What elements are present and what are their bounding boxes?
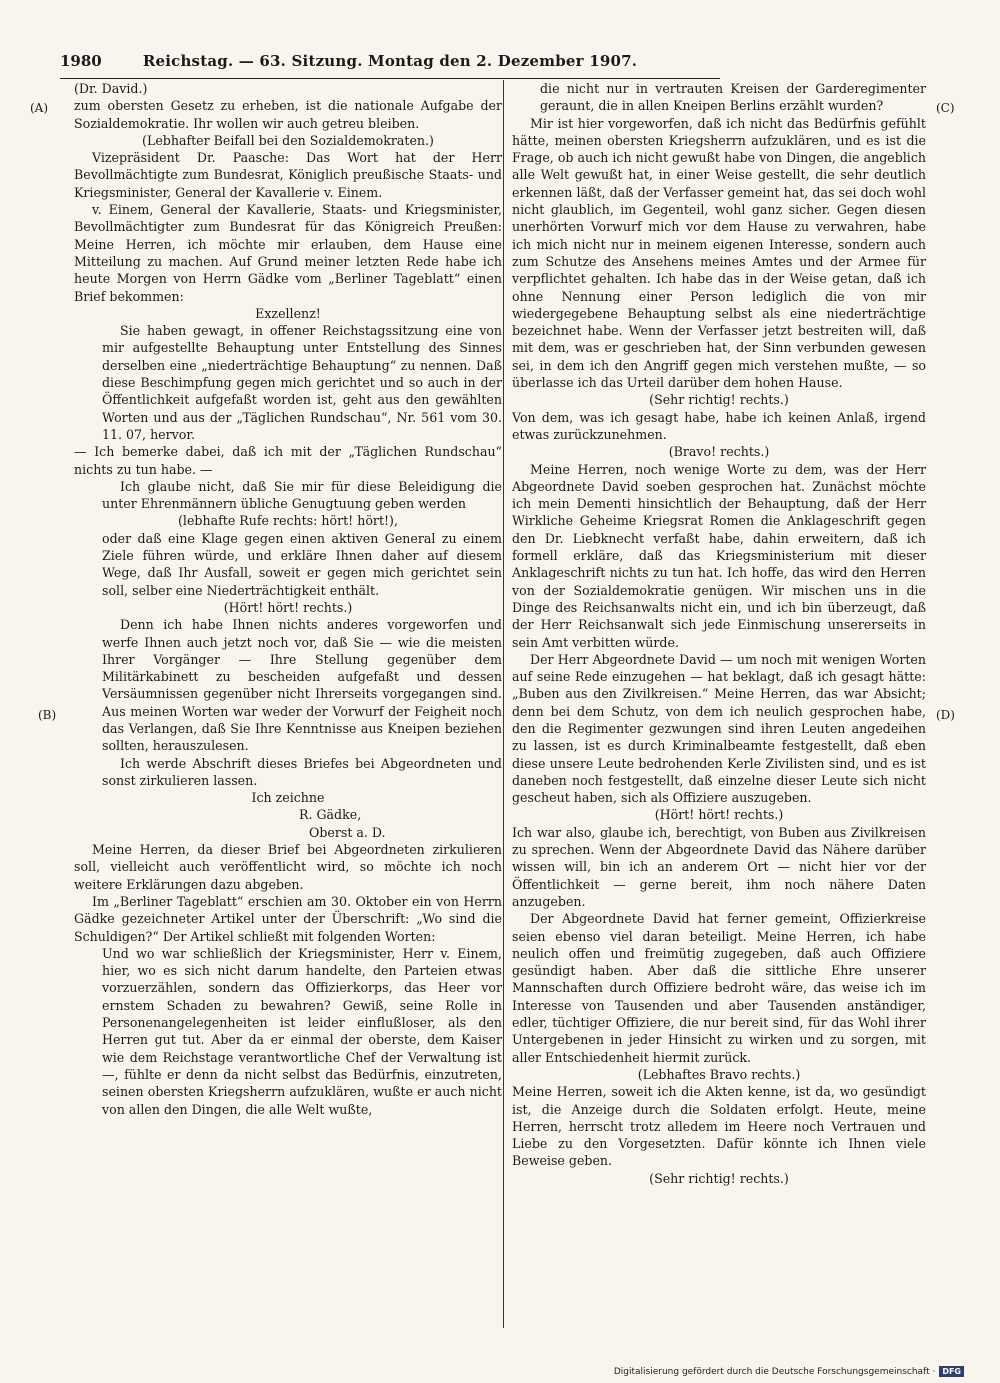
letter-paragraph: Ich werde Abschrift dieses Briefes bei Abgeordneten und sonst zirkulieren lassen. bbox=[102, 755, 502, 788]
letter-paragraph: oder daß eine Klage gegen einen aktiven General zu einem Ziele führen würde, und erkläre Ihnen daher auf diesem Wege, daß Ihr Ausfall, soweit er gegen mich gerichtet sein soll, selber eine Niederträchtigkeit enthält. bbox=[102, 530, 502, 598]
article-quote: Und wo war schließlich der Kriegsminister, Herr v. Einem, hier, wo es sich nicht darum handelte, den Parteien etwas vorzuerzählen, sondern das Offizierkorps, das Heer vor ernstem Schaden zu bewahren? Gewiß, seine Rolle in Personenangelegenheiten ist leider einflußloser, als den Herren gut tut. Aber da er einmal der oberste, dem Kaiser wie dem Reichstage verantwortliche Chef der Verwaltung ist —, fühlte er denn da nicht selbst das Bedürfnis, einzutreten, seinen obersten Kriegsherrn aufzuklären, wußte er auch nicht von allen den Dingen, die alle Welt wußte, bbox=[102, 945, 502, 1117]
letter-signature: R. Gädke, bbox=[299, 807, 362, 823]
right-column bbox=[512, 80, 926, 1187]
interjection: (lebhafte Rufe rechts: hört! hört!), bbox=[178, 513, 398, 529]
paragraph: Vizepräsident Dr. Paasche: Das Wort hat der Herr Bevollmächtigte zum Bundesrat, Königlich preußische Staats- und Kriegsminister, General der Kavallerie v. Einem. bbox=[74, 150, 502, 200]
letter-paragraph: Sie haben gewagt, in offener Reichstagssitzung eine von mir aufgestellte Behauptung unter Entstellung des Sinnes derselben eine „niederträchtige Behauptung“ zu nennen. Daß diese Beschimpfung gegen mich gerichtet und so auch in der Öffentlichkeit aufgefaßt worden ist, geht aus den gewählten Worten und aus der „Täglichen Rundschau“, Nr. 561 vom 30. 11. 07, hervor. bbox=[102, 323, 502, 442]
paragraph: Meine Herren, noch wenige Worte zu dem, was der Herr Abgeordnete David soeben gesprochen hat. Zunächst möchte ich mein Dementi hinsichtlich der Behauptung, daß der Herr Wirkliche Geheime Kriegsrat Romen die Anklageschrift gegen den Dr. Liebknecht verfaßt habe, dahin erweitern, daß ich formell erkläre, daß das Kriegsministerium mit dieser Anklageschrift nichts zu tun hat. Ich hoffe, das wird den Herren von der Sozialdemokratie genügen. Wir mischen uns in die Dinge des Reichsanwalts nicht ein, und ich bin überzeugt, daß der Herr Reichsanwalt sich jede Einmischung unsererseits in sein Amt verbitten würde. bbox=[512, 461, 926, 650]
article-quote: die nicht nur in vertrauten Kreisen der Garderegimenter geraunt, die in allen Kneipen Berlins erzählt wurden? bbox=[540, 81, 926, 114]
letter-paragraph: Denn ich habe Ihnen nichts anderes vorgeworfen und werfe Ihnen auch jetzt noch vor, daß Sie — wie die meisten Ihrer Vorgänger — Ihre Stellung gegenüber dem Militärkabinett zu bescheiden aufgefaßt und dessen Versäumnissen gegenüber nicht Ihrerseits vorgegangen sind. Aus meinen Worten war weder der Vorwurf der Feigheit noch das Verlangen, daß Sie Ihre Kenntnisse aus Kneipen beziehen sollten, herauszulesen. bbox=[102, 617, 502, 754]
letter-signature-title: Oberst a. D. bbox=[309, 824, 386, 840]
dfg-logo-icon: DFG bbox=[939, 1366, 964, 1377]
paragraph: Mir ist hier vorgeworfen, daß ich nicht das Bedürfnis gefühlt hätte, meinen obersten Kriegsherrn aufzuklären, und es ist die Frage, ob auch ich nicht gewußt habe von Dingen, die angeblich alle Welt gewußt hat, in einer Weise gestellt, die sehr deutlich erkennen läßt, daß der Verfasser gemeint hat, das sei doch wohl nicht glaublich, im Gegenteil, wohl ganz sicher. Gegen diesen unerhörten Vorwurf mich vor dem Hause zu verwahren, habe ich mich nicht nur in meinem eigenen Interesse, sondern auch zum Schutze des Ansehens meines Amtes und der Armee für verpflichtet gehalten. Ich habe das in der Weise getan, daß ich ohne Nennung einer Person lediglich die von mir wiedergegebene Behauptung selbst als eine niederträchtige bezeichnet habe. Wenn der Verfasser jetzt bestreiten will, daß mit dem, was er geschrieben hat, der Sinn verbunden gewesen sei, in dem ich den Angriff gegen mich verstehen mußte, — so überlasse ich das Urteil darüber dem hohen Hause. bbox=[512, 115, 926, 391]
letter-closing: Ich zeichne bbox=[251, 790, 325, 806]
column-divider bbox=[503, 80, 504, 1328]
speaker-continuation: (Dr. David.) bbox=[74, 81, 148, 96]
interjection: (Sehr richtig! rechts.) bbox=[649, 1170, 789, 1186]
letter-salutation: Exzellenz! bbox=[255, 305, 321, 321]
margin-marker-c: (C) bbox=[936, 101, 955, 115]
paragraph: — Ich bemerke dabei, daß ich mit der „Täglichen Rundschau“ nichts zu tun habe. — bbox=[74, 444, 502, 477]
paragraph: Im „Berliner Tageblatt“ erschien am 30. Oktober ein von Herrn Gädke gezeichneter Artikel unter der Überschrift: „Wo sind die Schuldigen?“ Der Artikel schließt mit folgenden Worten: bbox=[74, 893, 502, 944]
interjection: (Hört! hört! rechts.) bbox=[654, 807, 784, 823]
footer bbox=[614, 1366, 964, 1377]
page-title: Reichstag. — 63. Sitzung. Montag den 2. Dezember 1907. bbox=[142, 52, 638, 70]
letter-paragraph: Ich glaube nicht, daß Sie mir für diese Beleidigung die unter Ehrenmännern übliche Genugtuung geben werden bbox=[102, 478, 502, 512]
interjection: (Hört! hört! rechts.) bbox=[223, 599, 353, 615]
interjection: (Lebhafter Beifall bei den Sozialdemokraten.) bbox=[142, 132, 434, 148]
interjection: (Bravo! rechts.) bbox=[668, 444, 770, 460]
paragraph: Von dem, was ich gesagt habe, habe ich keinen Anlaß, irgend etwas zurückzunehmen. bbox=[512, 409, 926, 442]
margin-marker-a: (A) bbox=[30, 101, 49, 115]
paragraph: Der Herr Abgeordnete David — um noch mit wenigen Worten auf seine Rede einzugehen — hat beklagt, daß ich gesagt hätte: „Buben aus den Zivilkreisen.“ Meine Herren, das war Absicht; denn bei dem Schutz, von dem ich neulich gesprochen habe, den die Regimenter gezwungen sind ihren Leuten angedeihen zu lassen, ist es durch Kriminalbeamte festgestellt, daß eben diese unsere Leute bedrohenden Kerle Zivilisten sind, und es ist daneben noch festgestellt, daß einzelne dieser Leute sich nicht gescheut haben, sich als Offiziere auszugeben. bbox=[512, 651, 926, 806]
page-number: 1980 bbox=[60, 52, 102, 70]
left-column bbox=[74, 80, 502, 1118]
paragraph: v. Einem, General der Kavallerie, Staats- und Kriegsminister, Bevollmächtigter zum Bundesrat für das Königreich Preußen: Meine Herren, ich möchte mir erlauben, dem Hause eine Mitteilung zu machen. Auf Grund meiner letzten Rede habe ich heute Morgen von Herrn Gädke vom „Berliner Tageblatt“ einen Brief bekommen: bbox=[74, 202, 502, 304]
paragraph: Meine Herren, soweit ich die Akten kenne, ist da, wo gesündigt ist, die Anzeige durch die Soldaten erfolgt. Heute, meine Herren, herrscht trotz alledem im Heere noch Vertrauen und Liebe zu den Vorgesetzten. Dafür könnte ich Ihnen viele Beweise geben. bbox=[512, 1084, 926, 1169]
footer-credit: Digitalisierung gefördert durch die Deutsche Forschungsgemeinschaft · bbox=[613, 1366, 936, 1377]
paragraph: Der Abgeordnete David hat ferner gemeint, Offizierkreise seien ebenso viel daran beteiligt. Meine Herren, ich habe neulich offen und freimütig zugegeben, daß auch Offiziere gesündigt haben. Aber daß die sittliche Ehre unserer Mannschaften durch Offiziere bedroht wäre, das weise ich im Interesse von Tausenden und aber Tausenden anständiger, edler, tüchtiger Offiziere, die nur bereit sind, für das Wohl ihrer Untergebenen in jeder Hinsicht zu wirken und zu sorgen, mit aller Entschiedenheit hiermit zurück. bbox=[512, 911, 926, 1065]
page-header bbox=[60, 52, 720, 79]
interjection: (Lebhaftes Bravo rechts.) bbox=[637, 1066, 801, 1082]
paragraph: Meine Herren, da dieser Brief bei Abgeordneten zirkulieren soll, vielleicht auch veröffentlicht wird, so möchte ich noch weitere Erklärungen dazu abgeben. bbox=[74, 842, 502, 892]
paragraph: Ich war also, glaube ich, berechtigt, von Buben aus Zivilkreisen zu sprechen. Wenn der Abgeordnete David das Nähere darüber wissen will, bin ich an anderem Ort — nicht hier vor der Öffentlichkeit — gerne bereit, ihm noch nähere Daten anzugeben. bbox=[512, 824, 926, 909]
interjection: (Sehr richtig! rechts.) bbox=[649, 392, 789, 408]
margin-marker-d: (D) bbox=[936, 708, 955, 722]
margin-marker-b: (B) bbox=[38, 708, 57, 722]
paragraph: zum obersten Gesetz zu erheben, ist die nationale Aufgabe der Sozialdemokratie. Ihr wollen wir auch getreu bleiben. bbox=[74, 98, 502, 131]
